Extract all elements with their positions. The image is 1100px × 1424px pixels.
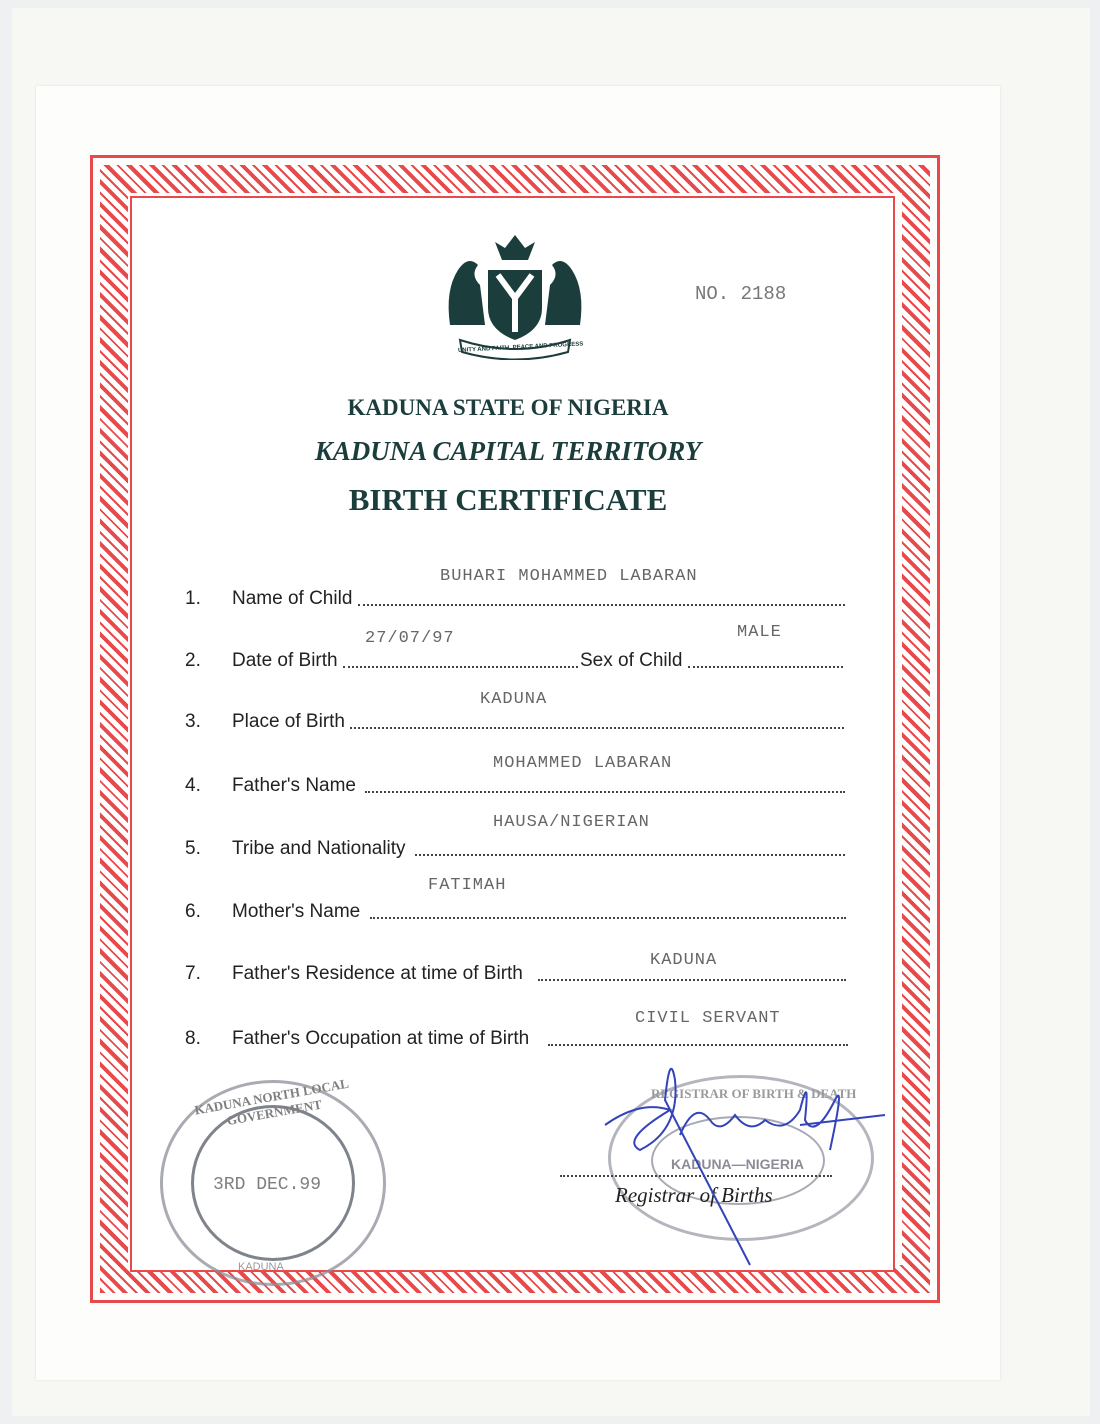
field-value: FATIMAH bbox=[428, 876, 507, 895]
field-row-fathers-name bbox=[0, 737, 1100, 797]
field-row-fathers-residence bbox=[0, 925, 1100, 985]
field-label: Date of Birth bbox=[232, 650, 338, 671]
field-label: Father's Name bbox=[232, 775, 357, 796]
field-value: MOHAMMED LABARAN bbox=[493, 754, 673, 773]
field-label: Tribe and Nationality bbox=[232, 838, 406, 859]
field-number: 5. bbox=[185, 838, 201, 859]
certificate-number: NO. 2188 bbox=[695, 283, 787, 305]
field-label: Name of Child bbox=[232, 588, 353, 609]
dotted-line bbox=[370, 917, 846, 919]
stamp-middle-text: KADUNA—NIGERIA bbox=[671, 1156, 804, 1172]
field-number: 6. bbox=[185, 901, 201, 922]
field-row-fathers-occupation bbox=[0, 990, 1100, 1050]
field-row-date-sex bbox=[0, 612, 1100, 672]
territory-heading: KADUNA CAPITAL TERRITORY bbox=[314, 436, 702, 466]
field-number: 4. bbox=[185, 775, 201, 796]
field-row-tribe-nationality bbox=[0, 800, 1100, 860]
field-number: 7. bbox=[185, 963, 201, 984]
stamp-bottom-text: KADUNA bbox=[238, 1261, 284, 1273]
field-value: BUHARI MOHAMMED LABARAN bbox=[440, 567, 698, 586]
dotted-line bbox=[350, 727, 844, 729]
field-value: KADUNA bbox=[480, 690, 548, 709]
field-row-name-of-child bbox=[0, 550, 1100, 610]
field-number: 2. bbox=[185, 650, 201, 671]
dotted-line bbox=[688, 666, 843, 668]
field-row-place-of-birth bbox=[0, 673, 1100, 733]
field-label: Father's Occupation at time of Birth bbox=[232, 1028, 530, 1049]
field-value: KADUNA bbox=[650, 951, 718, 970]
field-value: 27/07/97 bbox=[365, 629, 455, 648]
field-number: 3. bbox=[185, 711, 201, 732]
stamp-ring-text: REGISTRAR OF BIRTH & DEATH bbox=[651, 1086, 857, 1101]
field-number: 8. bbox=[185, 1028, 201, 1049]
dotted-line bbox=[415, 854, 845, 856]
registrar-label: Registrar of Births bbox=[615, 1183, 773, 1207]
dotted-line bbox=[538, 979, 846, 981]
lga-stamp bbox=[160, 1075, 386, 1286]
dotted-line bbox=[365, 791, 845, 793]
field-number: 1. bbox=[185, 588, 201, 609]
field-label-sex: Sex of Child bbox=[580, 650, 683, 671]
registrar-signature bbox=[600, 1040, 890, 1270]
field-label: Mother's Name bbox=[232, 901, 361, 922]
field-value: HAUSA/NIGERIAN bbox=[493, 813, 650, 832]
field-label: Father's Residence at time of Birth bbox=[232, 963, 523, 984]
stamp-ring-text: KADUNA NORTH LOCAL GOVERNMENT bbox=[193, 1075, 350, 1129]
stamp-date: 3RD DEC.99 bbox=[213, 1175, 322, 1195]
dotted-line bbox=[358, 604, 845, 606]
state-heading: KADUNA STATE OF NIGERIA bbox=[347, 395, 669, 420]
field-label: Place of Birth bbox=[232, 711, 345, 732]
field-value-sex: MALE bbox=[737, 623, 782, 642]
certificate-title: BIRTH CERTIFICATE bbox=[348, 482, 668, 517]
field-value: CIVIL SERVANT bbox=[635, 1009, 781, 1028]
field-row-mothers-name bbox=[0, 863, 1100, 923]
crest-motto: UNITY AND FAITH, PEACE AND PROGRESS bbox=[457, 341, 584, 354]
dotted-line bbox=[343, 666, 578, 668]
coat-of-arms-icon bbox=[440, 230, 590, 360]
